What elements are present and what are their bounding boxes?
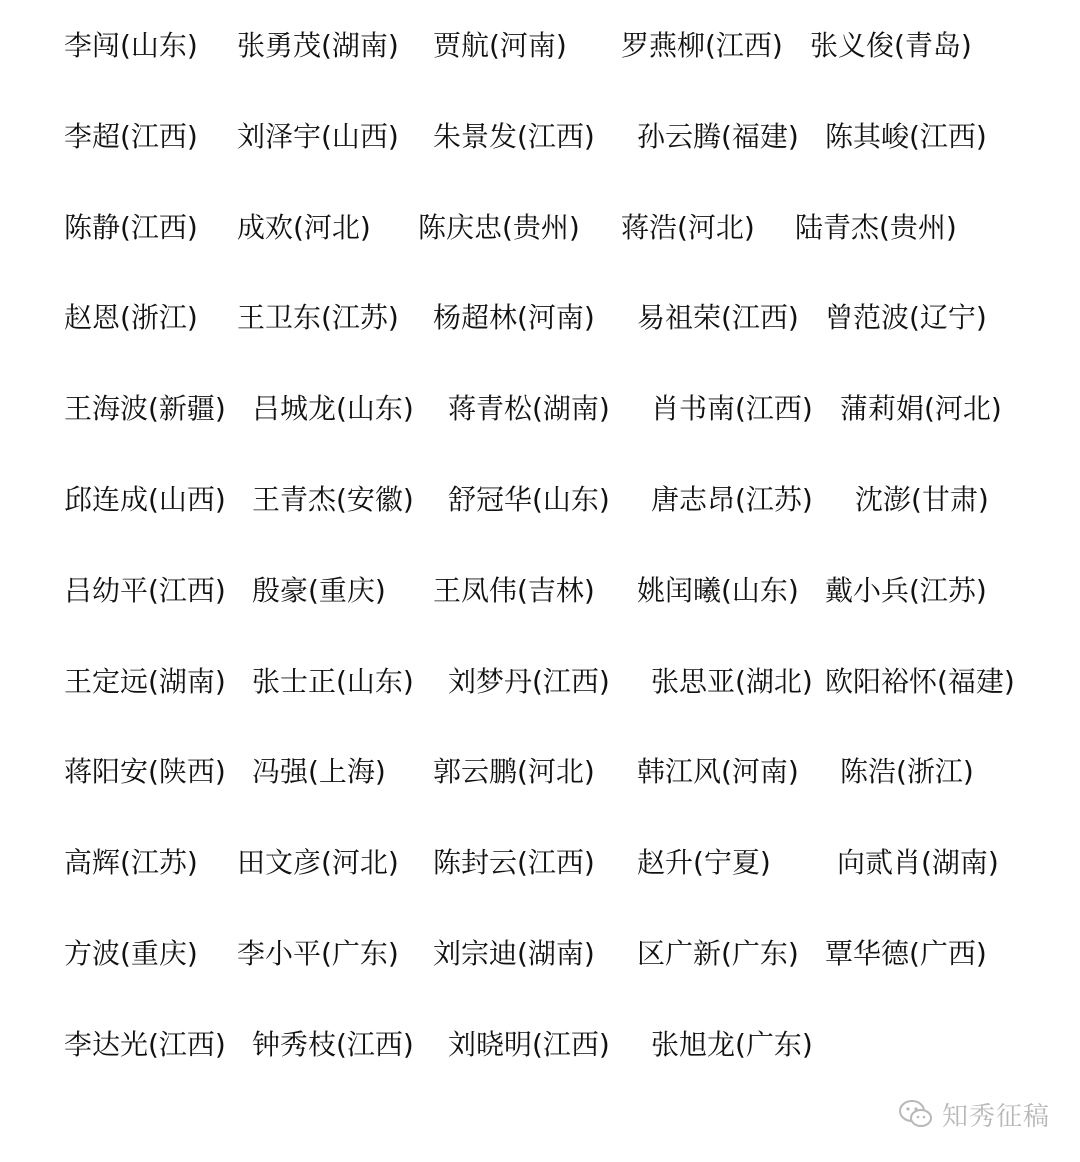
name-entry: 张士正(山东)	[252, 665, 414, 698]
name-entry: 陈浩(浙江)	[840, 755, 974, 788]
name-entry: 成欢(河北)	[237, 211, 371, 244]
name-entry: 刘宗迪(湖南)	[433, 937, 595, 970]
name-entry: 邱连成(山西)	[64, 483, 226, 516]
name-entry: 冯强(上海)	[252, 755, 386, 788]
name-entry: 王青杰(安徽)	[252, 483, 414, 516]
name-entry: 吕城龙(山东)	[252, 392, 414, 425]
name-entry: 罗燕柳(江西)	[621, 29, 783, 62]
name-entry: 蒲莉娟(河北)	[840, 392, 1002, 425]
name-row	[0, 115, 1080, 159]
watermark-label: 知秀征稿	[942, 1101, 1051, 1132]
name-entry: 朱景发(江西)	[433, 120, 595, 153]
name-entry: 郭云鹏(河北)	[433, 755, 595, 788]
name-entry: 陈庆忠(贵州)	[418, 211, 580, 244]
name-entry: 刘晓明(江西)	[448, 1028, 610, 1061]
name-entry: 戴小兵(江苏)	[825, 574, 987, 607]
name-entry: 李小平(广东)	[237, 937, 399, 970]
name-entry: 舒冠华(山东)	[448, 483, 610, 516]
name-entry: 陈其峻(江西)	[825, 120, 987, 153]
name-row	[0, 569, 1080, 613]
name-row	[0, 660, 1080, 704]
name-row	[0, 1023, 1080, 1067]
name-row	[0, 478, 1080, 522]
name-row	[0, 387, 1080, 431]
name-entry: 刘泽宇(山西)	[237, 120, 399, 153]
name-entry: 贾航(河南)	[433, 29, 567, 62]
name-entry: 赵恩(浙江)	[64, 301, 198, 334]
name-entry: 杨超林(河南)	[433, 301, 595, 334]
wechat-icon	[898, 1099, 934, 1129]
name-entry: 蒋青松(湖南)	[448, 392, 610, 425]
name-entry: 韩江风(河南)	[637, 755, 799, 788]
name-entry: 吕幼平(江西)	[64, 574, 226, 607]
name-entry: 王卫东(江苏)	[237, 301, 399, 334]
name-entry: 唐志昂(江苏)	[651, 483, 813, 516]
name-row	[0, 206, 1080, 250]
name-entry: 田文彦(河北)	[237, 846, 399, 879]
name-entry: 高辉(江苏)	[64, 846, 198, 879]
name-row	[0, 841, 1080, 885]
name-entry: 王定远(湖南)	[64, 665, 226, 698]
name-entry: 殷豪(重庆)	[252, 574, 386, 607]
name-entry: 赵升(宁夏)	[637, 846, 771, 879]
name-entry: 李达光(江西)	[64, 1028, 226, 1061]
name-entry: 孙云腾(福建)	[637, 120, 799, 153]
name-entry: 姚闰曦(山东)	[637, 574, 799, 607]
name-entry: 张勇茂(湖南)	[237, 29, 399, 62]
name-entry: 张义俊(青岛)	[810, 29, 972, 62]
name-row	[0, 24, 1080, 68]
name-entry: 沈澎(甘肃)	[855, 483, 989, 516]
name-entry: 蒋阳安(陕西)	[64, 755, 226, 788]
name-entry: 覃华德(广西)	[825, 937, 987, 970]
name-entry: 张旭龙(广东)	[651, 1028, 813, 1061]
name-entry: 曾范波(辽宁)	[825, 301, 987, 334]
name-entry: 区广新(广东)	[637, 937, 799, 970]
name-row	[0, 296, 1080, 340]
name-entry: 钟秀枝(江西)	[252, 1028, 414, 1061]
name-entry: 陈封云(江西)	[433, 846, 595, 879]
name-entry: 李超(江西)	[64, 120, 198, 153]
name-row	[0, 750, 1080, 794]
name-entry: 方波(重庆)	[64, 937, 198, 970]
name-entry: 肖书南(江西)	[651, 392, 813, 425]
name-row	[0, 932, 1080, 976]
name-entry: 王凤伟(吉林)	[433, 574, 595, 607]
name-entry: 蒋浩(河北)	[621, 211, 755, 244]
name-entry: 张思亚(湖北)	[651, 665, 813, 698]
name-entry: 王海波(新疆)	[64, 392, 226, 425]
name-entry: 向贰肖(湖南)	[837, 846, 999, 879]
name-entry: 易祖荣(江西)	[637, 301, 799, 334]
name-entry: 陆青杰(贵州)	[795, 211, 957, 244]
name-entry: 欧阳裕怀(福建)	[825, 665, 1015, 698]
watermark	[898, 1094, 1050, 1134]
name-entry: 刘梦丹(江西)	[448, 665, 610, 698]
name-entry: 陈静(江西)	[64, 211, 198, 244]
name-entry: 李闯(山东)	[64, 29, 198, 62]
